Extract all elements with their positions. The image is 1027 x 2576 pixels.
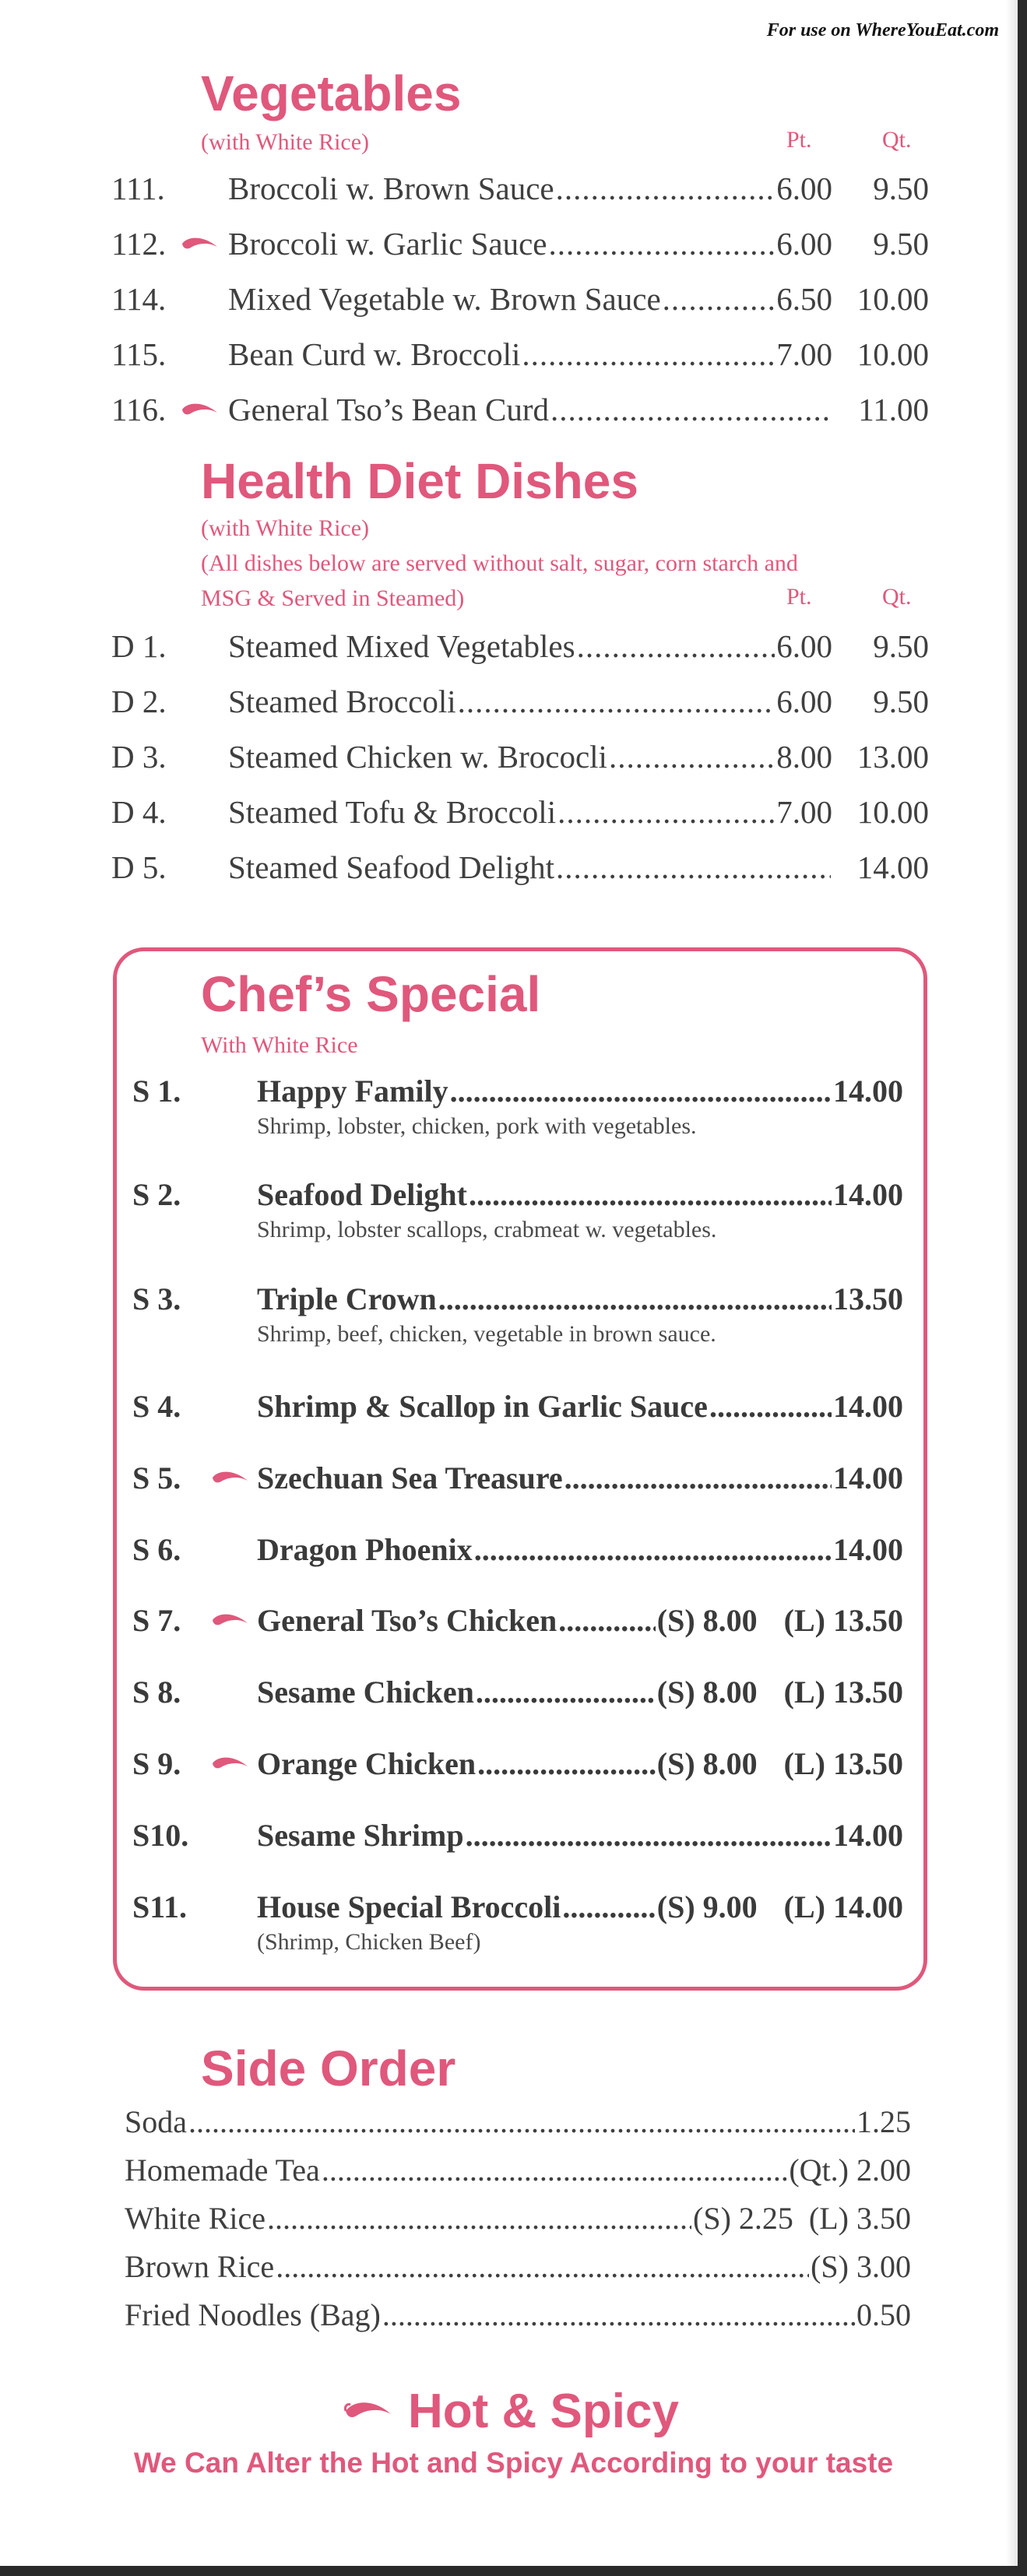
item-number: S 5. <box>132 1460 181 1495</box>
side-order-row <box>125 2152 911 2188</box>
dot-leader <box>562 1889 655 1925</box>
frame-border-right <box>1018 0 1027 2576</box>
menu-item-row <box>111 336 929 373</box>
hot-spicy-tagline: We Can Alter the Hot and Spicy According to your taste <box>133 2447 894 2479</box>
item-name: Soda <box>125 2104 187 2139</box>
dot-leader <box>550 391 831 428</box>
item-number: 115. <box>111 336 167 372</box>
item-price: 0.50 <box>856 2297 911 2332</box>
chef-special-row <box>132 1073 903 1109</box>
item-name: Szechuan Sea Treasure <box>257 1460 563 1495</box>
health-qt-header: Qt. <box>882 584 912 610</box>
small-price: (S) 9.00 <box>656 1889 758 1924</box>
large-price: (L) 13.50 <box>783 1675 903 1710</box>
quart-price: 11.00 <box>858 392 929 427</box>
item-price: 14.00 <box>833 1532 903 1567</box>
item-name: Seafood Delight <box>257 1177 467 1212</box>
small-price: (S) 8.00 <box>656 1746 758 1781</box>
item-description: Shrimp, beef, chicken, vegetable in brown sauce. <box>257 1321 716 1347</box>
item-name: Steamed Mixed Vegetables <box>228 628 575 664</box>
item-number: D 3. <box>111 739 167 775</box>
chefs-special-note: With White Rice <box>201 1032 358 1058</box>
small-price: (S) 8.00 <box>656 1603 758 1638</box>
health-note-nosalt: (All dishes below are served without salt, sugar, corn starch and <box>201 550 798 576</box>
side-order-heading: Side Order <box>201 2040 456 2096</box>
dot-leader <box>477 1745 656 1782</box>
item-number: D 5. <box>111 849 167 885</box>
dot-leader <box>450 1073 832 1109</box>
large-price: (L) 13.50 <box>783 1603 903 1638</box>
vegetables-note: (with White Rice) <box>201 129 370 155</box>
chef-special-row <box>132 1745 903 1782</box>
side-order-row <box>125 2103 911 2140</box>
item-name: Sesame Chicken <box>257 1675 474 1710</box>
dot-leader <box>458 683 776 720</box>
item-price: (L) 3.50 <box>808 2201 911 2236</box>
dot-leader <box>382 2297 855 2333</box>
chef-special-row <box>132 1388 903 1425</box>
chefs-special-heading: Chef’s Special <box>201 966 541 1022</box>
item-number: S 4. <box>132 1389 181 1424</box>
item-name: Broccoli w. Garlic Sauce <box>228 226 547 262</box>
item-description: (Shrimp, Chicken Beef) <box>257 1929 481 1955</box>
item-name: Bean Curd w. Broccoli <box>228 336 521 372</box>
item-description: Shrimp, lobster scallops, crabmeat w. vegetables. <box>257 1217 717 1242</box>
frame-border-bottom <box>0 2566 1027 2576</box>
chef-special-row <box>132 1460 903 1496</box>
quart-price: 10.00 <box>856 794 929 830</box>
chef-special-row <box>132 1602 903 1639</box>
dot-leader <box>548 225 775 262</box>
item-price: 14.00 <box>833 1074 903 1109</box>
side-order-row <box>125 2200 911 2237</box>
item-number: S 1. <box>132 1074 181 1109</box>
item-number: S 2. <box>132 1177 181 1212</box>
item-number: S 8. <box>132 1675 181 1710</box>
item-number: 112. <box>111 226 167 262</box>
item-name: Steamed Chicken w. Brococli <box>228 739 607 775</box>
chili-pepper-icon <box>343 2395 397 2428</box>
chili-pepper-icon <box>210 1752 251 1776</box>
menu-item-row <box>111 391 929 428</box>
dot-leader <box>558 1602 656 1639</box>
health-heading: Health Diet Dishes <box>201 453 638 509</box>
menu-item-row <box>111 627 929 665</box>
item-number: S11. <box>132 1889 188 1924</box>
item-name: Sesame Shrimp <box>257 1818 464 1853</box>
side-order-row <box>125 2248 911 2285</box>
item-name: General Tso’s Bean Curd <box>228 392 549 427</box>
hot-spicy-title: Hot & Spicy <box>408 2384 679 2438</box>
item-price: 14.00 <box>833 1818 903 1853</box>
quart-price: 10.00 <box>856 281 929 317</box>
health-pt-header: Pt. <box>786 584 812 610</box>
quart-price: 9.50 <box>873 628 929 664</box>
hot-spicy-legend <box>343 2384 679 2439</box>
chef-special-row <box>132 1531 903 1568</box>
pint-price: 8.00 <box>776 739 832 775</box>
quart-price: 13.00 <box>856 739 929 775</box>
item-name: Steamed Broccoli <box>228 684 456 719</box>
large-price: (L) 13.50 <box>783 1746 903 1781</box>
item-name: White Rice <box>125 2201 266 2236</box>
item-price: (S) 3.00 <box>811 2249 911 2284</box>
chili-pepper-icon <box>210 1609 251 1632</box>
item-number: 116. <box>111 392 167 427</box>
chef-special-row <box>132 1281 903 1317</box>
pint-price: 6.50 <box>776 281 832 317</box>
watermark: For use on WhereYouEat.com <box>766 20 999 40</box>
item-number: 111. <box>111 170 165 206</box>
menu-item-row <box>111 738 929 775</box>
side-order-row <box>125 2297 911 2333</box>
item-price: 14.00 <box>833 1460 903 1495</box>
dot-leader <box>557 793 775 831</box>
vegetables-qt-header: Qt. <box>882 127 912 153</box>
item-price: (Qt.) 2.00 <box>789 2153 911 2188</box>
menu-item-row <box>111 849 929 886</box>
dot-leader <box>476 1674 656 1710</box>
dot-leader <box>522 336 775 373</box>
item-price: 14.00 <box>833 1389 903 1424</box>
chili-pepper-icon <box>180 399 220 422</box>
item-description: Shrimp, lobster, chicken, pork with vegetables. <box>257 1113 697 1139</box>
item-name: Shrimp & Scallop in Garlic Sauce <box>257 1389 708 1424</box>
pint-price: 6.00 <box>776 684 832 719</box>
item-name: Steamed Seafood Delight <box>228 849 555 885</box>
item-name: Triple Crown <box>257 1281 437 1316</box>
item-price: 1.25 <box>856 2104 911 2139</box>
menu-item-row <box>111 280 929 318</box>
chili-pepper-icon <box>210 1467 251 1490</box>
quart-price: 10.00 <box>856 336 929 372</box>
item-price: 14.00 <box>833 1177 903 1212</box>
item-name: Broccoli w. Brown Sauce <box>228 170 554 206</box>
vegetables-pt-header: Pt. <box>786 127 812 153</box>
item-name: House Special Broccoli <box>257 1889 561 1924</box>
item-number: S10. <box>132 1818 189 1853</box>
dot-leader <box>438 1281 832 1317</box>
item-name: Brown Rice <box>125 2249 275 2284</box>
chili-pepper-icon <box>180 233 220 256</box>
dot-leader <box>564 1460 832 1496</box>
pint-price: 6.00 <box>776 628 832 664</box>
dot-leader <box>469 1176 832 1213</box>
pint-price: 6.00 <box>776 226 832 262</box>
dot-leader <box>709 1388 832 1425</box>
item-number: S 3. <box>132 1281 181 1316</box>
dot-leader <box>474 1531 832 1568</box>
item-name: Dragon Phoenix <box>257 1532 473 1567</box>
item-number: S 7. <box>132 1603 181 1638</box>
quart-price: 14.00 <box>856 849 929 885</box>
quart-price: 9.50 <box>873 170 929 206</box>
dot-leader <box>609 738 775 775</box>
dot-leader <box>188 2103 855 2140</box>
dot-leader <box>556 849 831 886</box>
pint-price: 7.00 <box>776 794 832 830</box>
item-number: D 1. <box>111 628 167 664</box>
page-shadow <box>1006 0 1018 2566</box>
chef-special-row <box>132 1889 903 1925</box>
dot-leader <box>276 2248 809 2285</box>
item-name: Homemade Tea <box>125 2153 320 2188</box>
item-name: General Tso’s Chicken <box>257 1603 557 1638</box>
dot-leader <box>577 627 776 665</box>
menu-item-row <box>111 225 929 262</box>
item-name: Steamed Tofu & Broccoli <box>228 794 557 830</box>
chef-special-row <box>132 1817 903 1854</box>
item-name: Happy Family <box>257 1074 448 1109</box>
small-price: (S) 8.00 <box>656 1675 758 1710</box>
pint-price: 7.00 <box>776 336 832 372</box>
item-name: Fried Noodles (Bag) <box>125 2297 381 2332</box>
chef-special-row <box>132 1674 903 1710</box>
dot-leader <box>663 280 776 318</box>
menu-item-row <box>111 683 929 720</box>
small-price: (S) 2.25 <box>693 2201 793 2236</box>
dot-leader <box>556 170 776 207</box>
item-number: S 6. <box>132 1532 181 1567</box>
chef-special-row <box>132 1176 903 1213</box>
item-number: D 2. <box>111 684 167 719</box>
health-note-steamed: MSG & Served in Steamed) <box>201 585 465 611</box>
item-number: D 4. <box>111 794 167 830</box>
item-name: Orange Chicken <box>257 1746 477 1781</box>
menu-item-row <box>111 170 929 207</box>
health-note-rice: (with White Rice) <box>201 515 370 541</box>
quart-price: 9.50 <box>873 226 929 262</box>
menu-item-row <box>111 793 929 831</box>
item-name: Mixed Vegetable w. Brown Sauce <box>228 281 661 317</box>
item-number: S 9. <box>132 1746 181 1781</box>
item-number: 114. <box>111 281 167 317</box>
dot-leader <box>267 2200 691 2237</box>
quart-price: 9.50 <box>873 684 929 719</box>
dot-leader <box>466 1817 832 1854</box>
item-price: 13.50 <box>833 1281 903 1316</box>
large-price: (L) 14.00 <box>783 1889 903 1924</box>
vegetables-heading: Vegetables <box>201 65 462 121</box>
pint-price: 6.00 <box>776 170 832 206</box>
dot-leader <box>322 2152 788 2188</box>
